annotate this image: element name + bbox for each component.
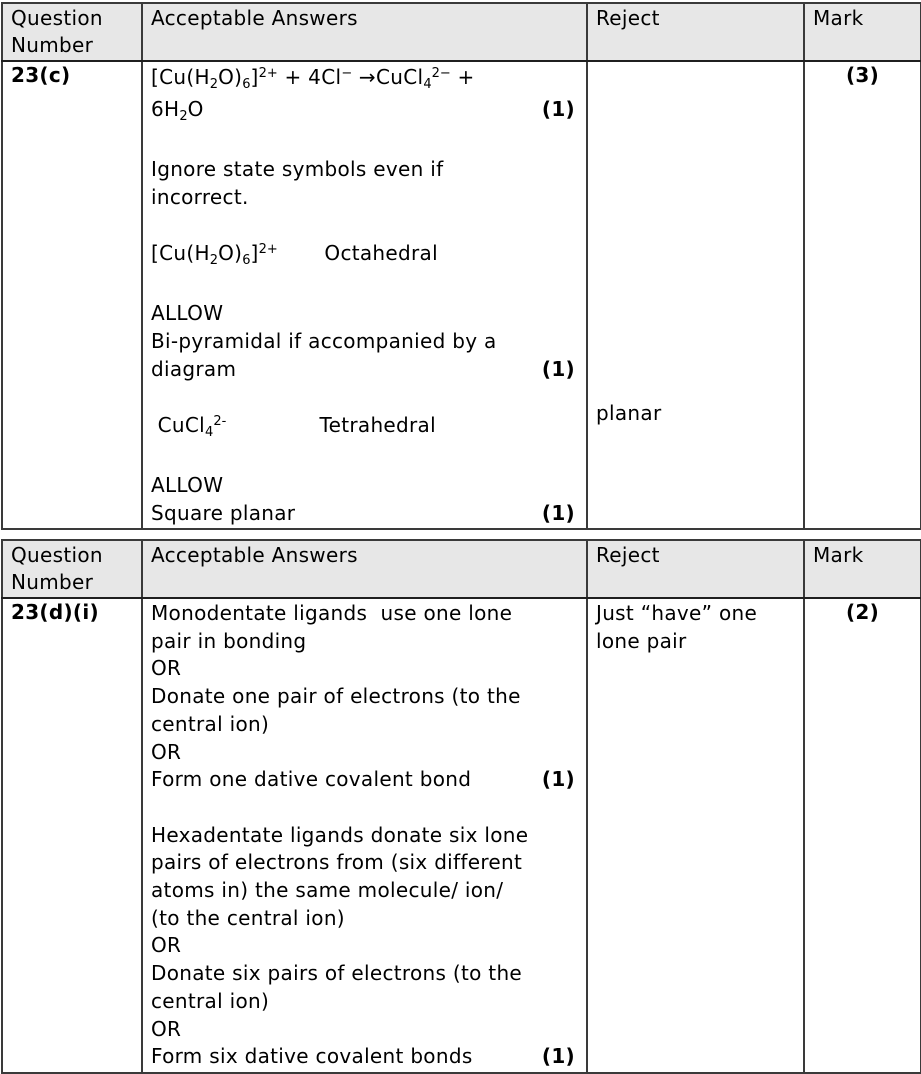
reject-cell — [587, 598, 804, 1073]
text-line — [596, 600, 795, 628]
line-text: pair in bonding — [151, 628, 307, 653]
line-text — [596, 315, 795, 343]
line-text — [151, 383, 578, 411]
line-text: Just “have” one — [596, 601, 758, 625]
mark-cell: (3) — [804, 61, 921, 529]
line-text: pairs of electrons from (six different — [151, 850, 523, 875]
line-text: atoms in) the same molecule/ ion/ — [151, 878, 504, 903]
line-text: Bi-pyramidal if accompanied by a — [151, 329, 497, 353]
text-line — [596, 259, 795, 287]
header-acceptable-answers: Acceptable Answers — [142, 3, 587, 61]
line-text — [151, 127, 578, 155]
mark-point: (1) — [541, 357, 575, 381]
text-line — [151, 822, 578, 850]
line-text — [596, 175, 795, 203]
text-line — [596, 147, 795, 175]
line-text — [151, 211, 578, 239]
line-text: OR — [151, 656, 182, 681]
line-text: Hexadentate ligands donate six lone — [151, 822, 529, 847]
mark-point: (1) — [541, 97, 575, 121]
table-row — [2, 598, 921, 1073]
text-line — [151, 932, 578, 960]
text-line — [151, 499, 578, 527]
text-line — [151, 1043, 578, 1071]
line-text — [596, 259, 795, 287]
line-text — [596, 63, 795, 91]
line-text: Donate one pair of electrons (to the — [151, 684, 521, 709]
text-line — [151, 711, 578, 739]
text-line — [151, 628, 578, 656]
text-line — [151, 766, 578, 794]
text-line — [151, 239, 578, 271]
text-line — [151, 794, 578, 822]
header-reject: Reject — [587, 540, 804, 598]
line-text: $[Cu(H_2O)_6]^{2+} + 4Cl^-$ →CuCl$_4^{2-}$ + — [151, 65, 475, 92]
reject-cell — [587, 61, 804, 529]
line-text: OR — [151, 1016, 182, 1041]
line-text — [151, 443, 578, 471]
line-text: diagram — [151, 357, 237, 381]
text-line — [151, 63, 578, 95]
header-row — [2, 3, 921, 61]
text-line — [151, 271, 578, 299]
text-line — [151, 739, 578, 767]
line-text — [596, 343, 795, 371]
text-line — [596, 371, 795, 399]
mark-point: (1) — [541, 1044, 575, 1069]
line-text — [596, 147, 795, 175]
mark-point: (1) — [541, 767, 575, 792]
text-line — [151, 655, 578, 683]
mark-scheme-table-23di — [1, 539, 921, 1074]
line-text — [596, 371, 795, 399]
header-mark: Mark — [804, 540, 921, 598]
header-reject: Reject — [587, 3, 804, 61]
text-line — [151, 299, 578, 327]
text-line — [596, 628, 795, 656]
text-line — [151, 155, 578, 183]
header-question-number: Question Number — [2, 540, 142, 598]
text-line — [596, 343, 795, 371]
line-text: planar — [596, 401, 662, 425]
text-line — [151, 683, 578, 711]
text-line — [151, 355, 578, 383]
line-text: $[Cu(H_2O)_6]^{2+}$ Octahedral — [151, 241, 438, 268]
mark-scheme-table-23c — [1, 2, 921, 530]
table-row — [2, 61, 921, 529]
text-line — [151, 183, 578, 211]
mark-cell: (2) — [804, 598, 921, 1073]
text-line — [596, 231, 795, 259]
line-text: Donate six pairs of electrons (to the — [151, 961, 523, 986]
line-text: Form six dative covalent bonds — [151, 1044, 473, 1069]
line-text: OR — [151, 933, 182, 958]
line-text: $6H_2O$ — [151, 97, 204, 124]
line-text: incorrect. — [151, 185, 249, 209]
text-line — [151, 383, 578, 411]
header-mark: Mark — [804, 3, 921, 61]
line-text — [596, 287, 795, 315]
line-text: Form one dative covalent bond — [151, 767, 472, 792]
header-acceptable-answers: Acceptable Answers — [142, 540, 587, 598]
line-text: ALLOW — [151, 473, 224, 497]
line-text: central ion) — [151, 711, 270, 736]
acceptable-answers-cell — [142, 61, 587, 529]
text-line — [596, 91, 795, 119]
header-row — [2, 540, 921, 598]
line-text: central ion) — [151, 988, 270, 1013]
text-line — [151, 443, 578, 471]
text-line — [151, 1016, 578, 1044]
line-text: (to the central ion) — [151, 905, 345, 930]
text-line — [151, 988, 578, 1016]
line-text: ALLOW — [151, 301, 224, 325]
question-number-cell: 23(c) — [2, 61, 142, 529]
text-line — [596, 315, 795, 343]
line-text — [596, 119, 795, 147]
line-text — [151, 794, 578, 822]
line-text: Ignore state symbols even if — [151, 157, 444, 181]
text-line — [596, 399, 795, 427]
text-line — [596, 119, 795, 147]
line-text: Monodentate ligands use one lone — [151, 601, 513, 625]
text-line — [596, 175, 795, 203]
line-text: Square planar — [151, 501, 296, 525]
text-line — [151, 211, 578, 239]
text-line — [151, 905, 578, 933]
header-question-number: Question Number — [2, 3, 142, 61]
line-text — [151, 271, 578, 299]
line-text: lone pair — [596, 628, 687, 653]
line-text — [596, 91, 795, 119]
text-line — [596, 63, 795, 91]
line-text: OR — [151, 739, 182, 764]
text-line — [151, 127, 578, 155]
text-line — [151, 849, 578, 877]
text-line — [151, 960, 578, 988]
text-line — [596, 287, 795, 315]
text-line — [151, 411, 578, 443]
line-text — [596, 231, 795, 259]
acceptable-answers-cell — [142, 598, 587, 1073]
text-line — [151, 471, 578, 499]
text-line — [151, 327, 578, 355]
text-line — [596, 203, 795, 231]
text-line — [151, 600, 578, 628]
mark-point: (1) — [541, 501, 575, 525]
line-text: CuCl$_4^{2-}$ Tetrahedral — [151, 413, 436, 440]
text-line — [151, 95, 578, 127]
question-number-cell: 23(d)(i) — [2, 598, 142, 1073]
line-text — [596, 203, 795, 231]
text-line — [151, 877, 578, 905]
